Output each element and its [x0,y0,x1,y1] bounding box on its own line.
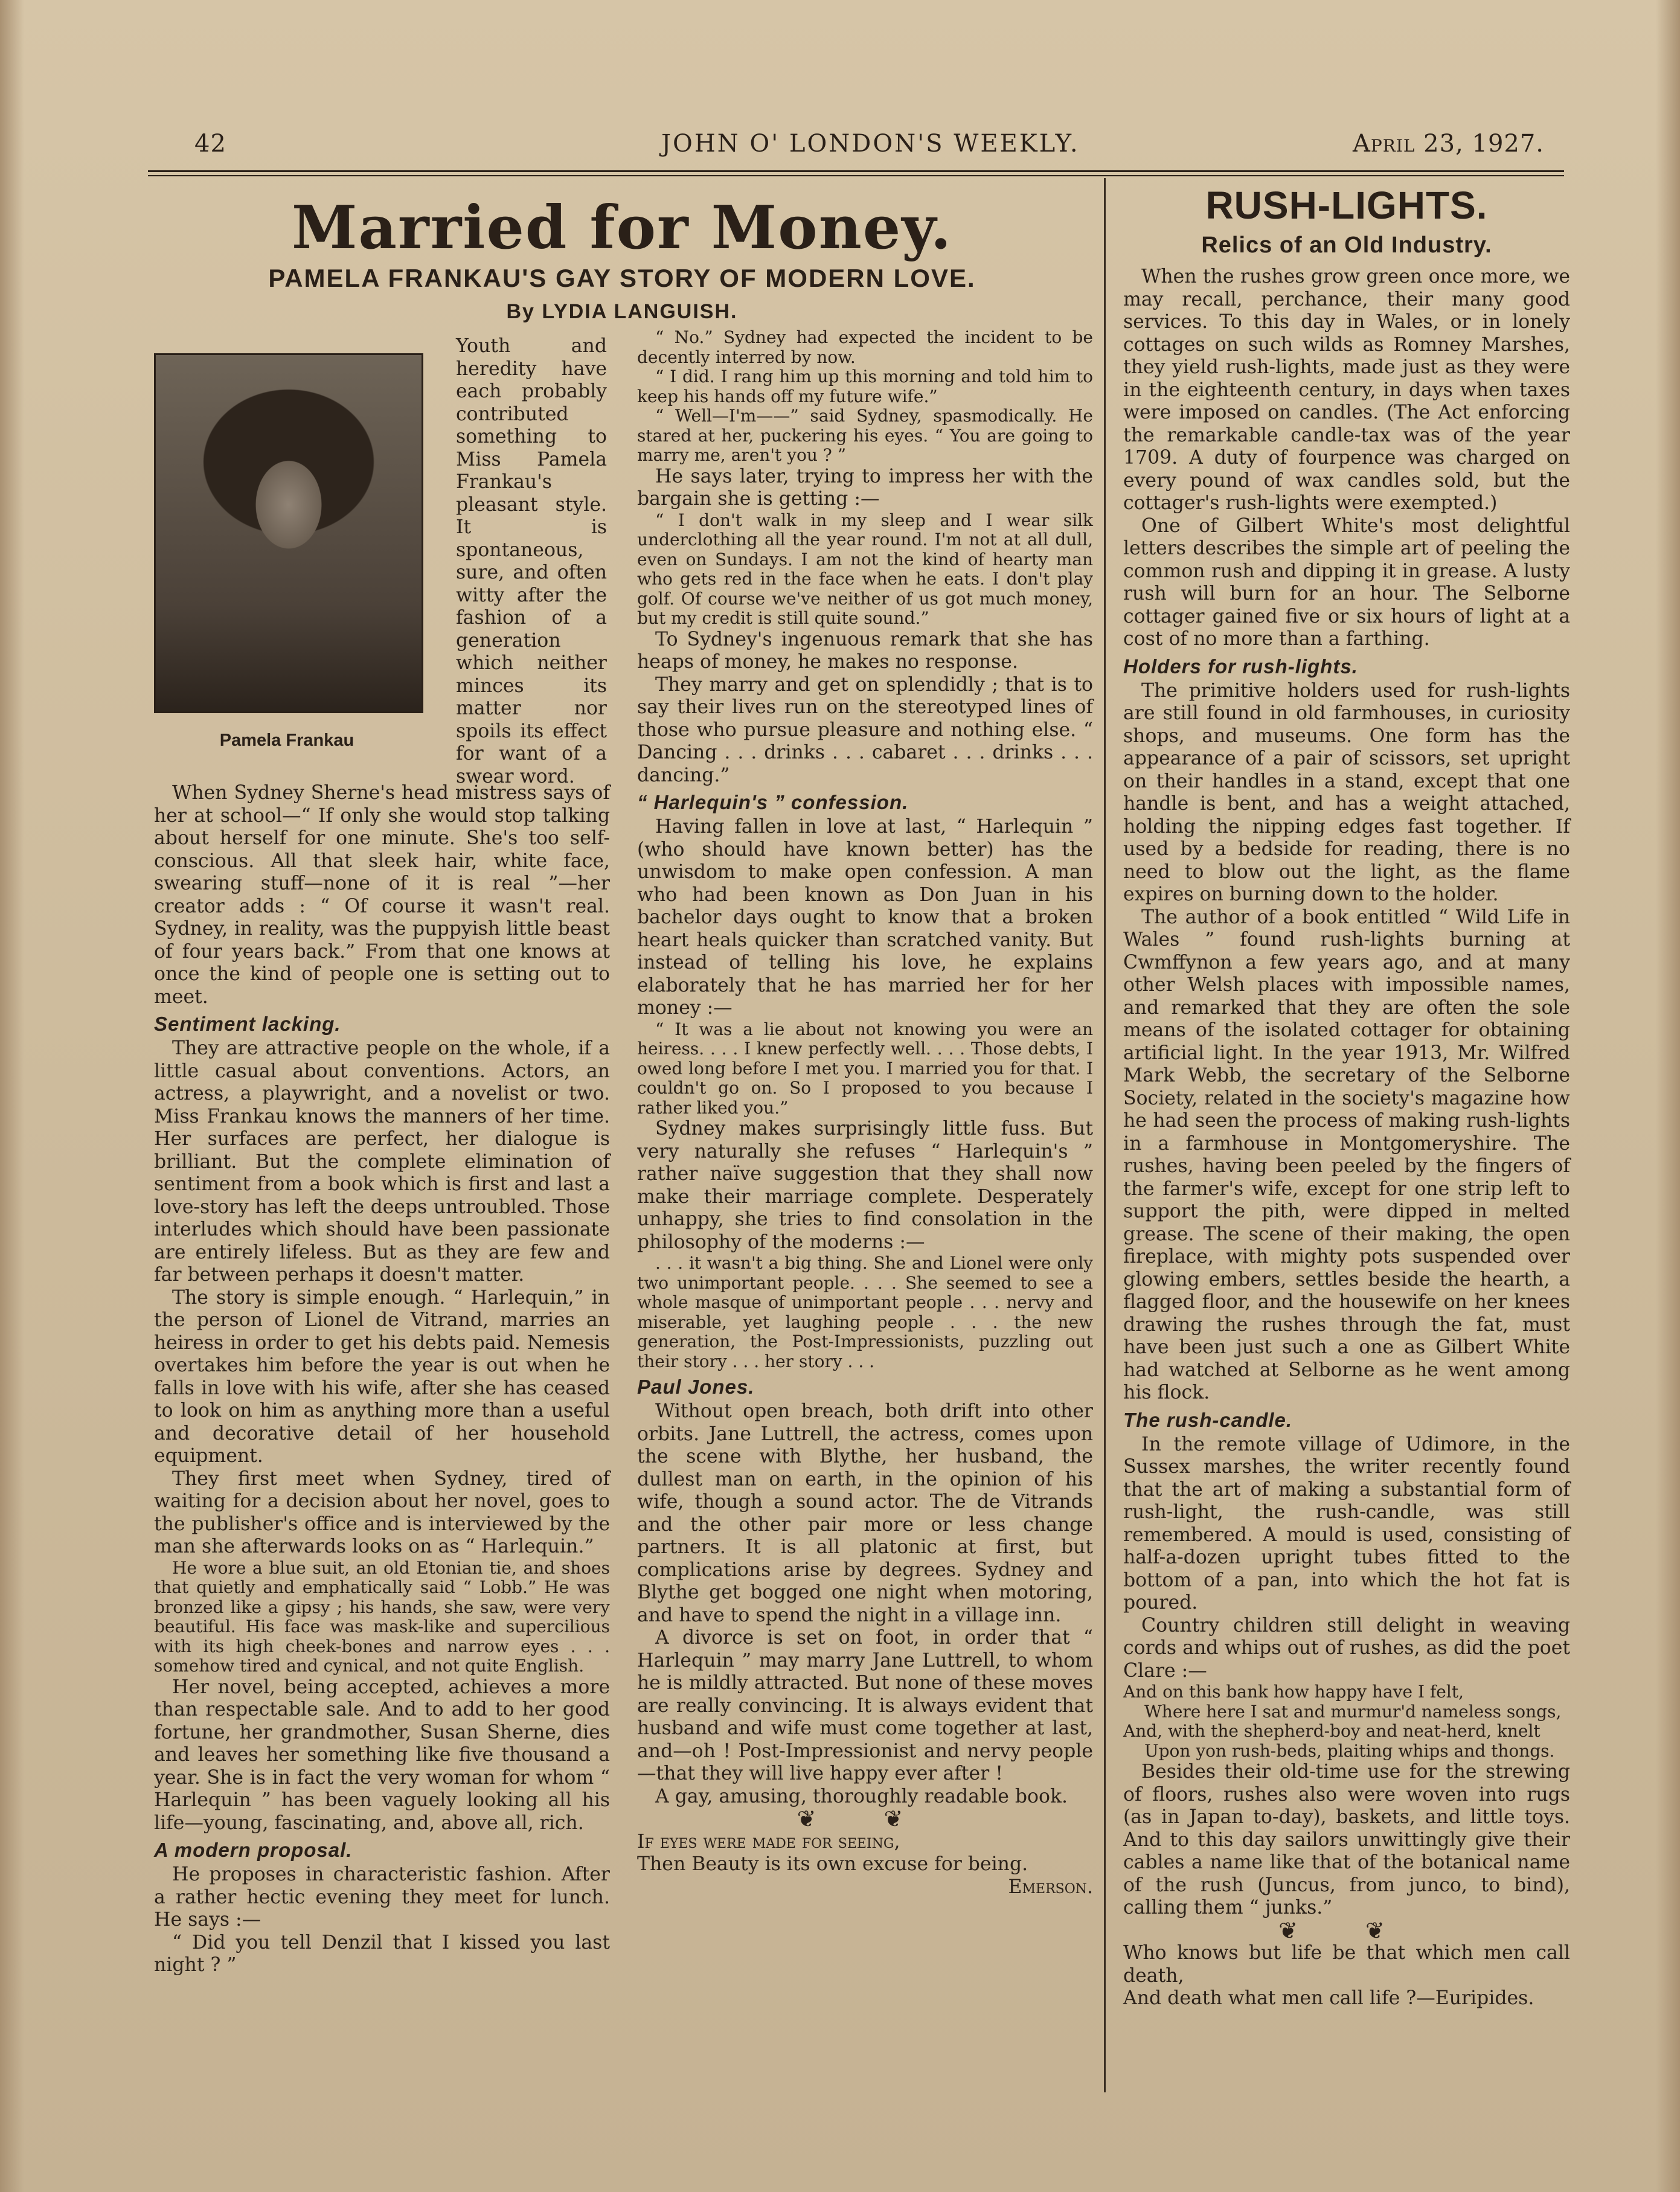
fleuron-ornament: ❦ ❦ [1278,1917,1415,1944]
article-byline: By LYDIA LANGUISH. [506,300,738,323]
quoted-excerpt: He wore a blue suit, an old Etonian tie, and shoes that quietly and emphatically said “ Lobb.” He was bronzed like a gipsy ; his hands, she saw, were very beautiful. His face was mask-like and supercilious with its high cheek-bones and narrow eyes . . . somehow tired and cynical, and not quite English. [154,1557,610,1676]
article-headline: Married for Money. [292,193,952,263]
page-number: 42 [194,130,226,158]
column-divider [1104,178,1106,2092]
section-heading: Holders for rush-lights. [1123,655,1358,678]
section-heading: A modern proposal. [154,1839,353,1861]
paragraph: Without open breach, both drift into other orbits. Jane Luttrell, the actress, comes upon the scene with Blythe, her husband, the dullest man on earth, in the opinion of his wife, though a sound actor. The de Vitrands and the other pair more or less change partners. It is all platonic at first, but complications arise by degrees. Sydney and Blythe get bogged one night when motoring, and have to spend the night in a village inn. [637,1400,1093,1626]
header-rule [148,170,1564,172]
quoted-excerpt: “ It was a lie about not knowing you were an heiress. . . . I knew perfectly well. . . . Those debts, I owed long before I met you. I married you for that. I couldn't go on. So I proposed to you because I rather liked you.” [637,1019,1093,1118]
publication-title: JOHN O' LONDON'S WEEKLY. [661,130,1080,158]
dialogue-line: “ Well—I'm——” said Sydney, spasmodically. He stared at her, puckering his eyes. “ You are going to marry me, aren't you ? ” [637,406,1093,465]
paragraph: The primitive holders used for rush-lights are still found in old farmhouses, in curiosity shops, and museums. One form has the appearance of a pair of scissors, set upright on their handles in a stand, except that one handle is bent, and has a weight attached, holding the nipping edges fast together. If used by a bedside for reading, there is no need to blow out the light, as the flame expires on burning down to the holder. [1123,679,1570,905]
quoted-excerpt: “ I don't walk in my sleep and I wear silk underclothing all the year round. I'm not at all dull, even on Sundays. I am not the kind of hearty man who gets red in the face when he eats. I don't play golf. Of course we've neither of us got much money, but my credit is still quite sound.” [637,510,1093,628]
issue-date: April 23, 1927. [1353,130,1545,158]
paragraph: He says later, trying to impress her with the bargain she is getting :— [637,465,1093,510]
paragraph: Her novel, being accepted, achieves a more than respectable sale. And to add to her good fortune, her grandmother, Susan Sherne, dies and leaves her something like five thousand a year. She is in fact the very woman for whom “ Harlequin ” has been vaguely looking all his life—young, fascinating, and, above all, rich. [154,1676,610,1834]
paragraph: They first meet when Sydney, tired of waiting for a decision about her novel, goes to the publisher's office and is interviewed by the man she afterwards looks on as “ Harlequin.” [154,1467,610,1557]
fleuron-ornament: ❦ ❦ [797,1806,934,1832]
paragraph: When Sydney Sherne's head mistress says of her at school—“ If only she would stop talking about herself for one minute. She's too self-conscious. All that sleek hair, white face, swearing stuff—none of it is real ”—her creator adds : “ Of course it wasn't real. Sydney, in reality, was the puppyish little beast of four years back.” From that one knows at once the kind of people one is setting out to meet. [154,782,610,1008]
poem-line: Upon yon rush-beds, plaiting whips and thongs. [1144,1740,1555,1761]
closing-quote-attribution: And death what men call life ?—Euripides. [1123,1987,1534,2009]
paragraph: Sydney makes surprisingly little fuss. But very naturally she refuses “ Harlequin's ” rather naïve suggestion that they shall now make their marriage complete. Desperately unhappy, she tries to find consolation in the philosophy of the moderns :— [637,1118,1093,1253]
paragraph: They marry and get on splendidly ; that is to say their lives run on the stereotyped lines of those who pursue pleasure and nothing else. “ Dancing . . . drinks . . . cabaret . . . drinks . . . dancing.” [637,673,1093,786]
paragraph: Country children still delight in weaving cords and whips out of rushes, as did the poet Clare :— [1123,1614,1570,1682]
section-heading: The rush-candle. [1123,1408,1293,1431]
paragraph: A divorce is set on foot, in order that “ Harlequin ” may marry Jane Luttrell, to whom he is mildly attracted. But none of these moves are really convincing. It is always evident that husband and wife must come together at last, and—oh ! Post-Impressionist and nervy people—that they will live happy ever after ! [637,1627,1093,1784]
page-edge-shadow [1656,0,1680,2192]
paragraph: One of Gilbert White's most delightful letters describes the simple art of peeling the common rush and dipping it in grease. A lusty rush will burn for an hour. The Selborne cottager gained five or six hours of light at a cost of no more than a farthing. [1123,514,1570,650]
intro-paragraph: Youth and heredity have each probably contributed something to Miss Pamela Frankau's pleasant style. It is spontaneous, sure, and often witty after the fashion of a generation which neither minces its matter nor spoils its effect for want of a swear word. [456,335,607,787]
section-heading: Sentiment lacking. [154,1013,341,1035]
paragraph: To Sydney's ingenuous remark that she has heaps of money, he makes no response. [637,628,1093,673]
dialogue-line: “ No.” Sydney had expected the incident to be decently interred by now. [637,327,1093,367]
right-column [1123,266,1570,2010]
paragraph: Having fallen in love at last, “ Harlequin ” (who should have known better) has the unwisdom to make open confession. A man who had been known as Don Juan in his bachelor days ought to know that a broken heart heals quicker than scratched vanity. But instead of telling his love, he explains elaborately that he has married her for her money :— [637,816,1093,1019]
quoted-excerpt: . . . it wasn't a big thing. She and Lionel were only two unimportant people. . . . She seemed to see a whole masque of unimportant people . . . nervy and miserable, yet laughing people . . . the new generation, the Post-Impressionists, puzzling out their story . . . her story . . . [637,1253,1093,1371]
epigraph-line: If eyes were made for seeing, [637,1830,900,1853]
paragraph: A gay, amusing, thoroughly readable book. [655,1785,1068,1807]
epigraph-line: Then Beauty is its own excuse for being. [637,1853,1028,1875]
paragraph: The author of a book entitled “ Wild Life in Wales ” found rush-lights burning at Cwmffynon a few years ago, and at many other Welsh places with impossible names, and remarked that they are often the sole means of the isolated cottager for obtaining artificial light. In the year 1913, Mr. Wilfred Mark Webb, the secretary of the Selborne Society, related in the society's magazine how he had seen the process of making rush-lights in a farmhouse in Montgomeryshire. The rushes, having been peeled by the fingers of the farmer's wife, except for one strip left to support the pith, were dipped in melted grease. The scene of their making, the open fireplace, with mighty pots suspended over glowing embers, settles beside the hearth, a flagged floor, and the housewife on her knees drawing the rushes through the fat, must have been just such a one as Gilbert White had watched at Selborne as he went among his flock. [1123,906,1570,1403]
paragraph: He proposes in characteristic fashion. After a rather hectic evening they meet for lunch. He says :— [154,1864,610,1931]
sidebar-subheadline: Relics of an Old Industry. [1201,232,1492,258]
paragraph: Besides their old-time use for the strewing of floors, rushes also were woven into rugs (as in Japan to-day), baskets, and little toys. And to this day sailors unwittingly give their cables a name like that of the botanical name of the rush (Juncus, from junco, to bind), calling them “ junks.” [1123,1761,1570,1918]
dialogue-line: “ Did you tell Denzil that I kissed you last night ? ” [154,1931,610,1976]
section-heading: Paul Jones. [637,1376,755,1398]
poem-line: And on this bank how happy have I felt, [1123,1682,1464,1702]
portrait-caption: Pamela Frankau [219,731,354,750]
sidebar-headline: RUSH-LIGHTS. [1205,184,1488,227]
epigraph-attribution: Emerson. [1008,1876,1093,1898]
paragraph: In the remote village of Udimore, in the Sussex marshes, the writer recently found that the art of making a substantial form of rush-light, the rush-candle, was still remembered. A mould is used, consisting of half-a-dozen upright tubes fitted to the bottom of a pan, into which the hot fat is poured. [1123,1433,1570,1614]
left-column [154,782,610,1977]
paragraph: When the rushes grow green once more, we may recall, perchance, their many good services. To this day in Wales, or in lonely cottages on such wilds as Romney Marshes, they yield rush-lights, made just as they were in the eighteenth century, in days when taxes were imposed on candles. (The Act enforcing the remarkable candle-tax was of the year 1709. A duty of fourpence was charged on every pound of wax candles sold, but the cottager's rush-lights were exempted.) [1123,266,1570,514]
page-edge-shadow [0,0,24,2192]
closing-quote: Who knows but life be that which men call death, [1123,1942,1570,1987]
header-rule-thin [148,175,1564,176]
article-subheadline: PAMELA FRANKAU'S GAY STORY OF MODERN LOVE. [268,264,976,292]
poem-line: Where here I sat and murmur'd nameless songs, [1144,1701,1562,1722]
author-portrait [154,353,423,713]
dialogue-line: “ I did. I rang him up this morning and told him to keep his hands off my future wife.” [637,367,1093,406]
middle-column [637,328,1093,1899]
poem-line: And, with the shepherd-boy and neat-herd, knelt [1123,1721,1541,1741]
poem-excerpt [1123,1682,1570,1761]
section-heading: “ Harlequin's ” confession. [637,791,909,813]
paragraph: The story is simple enough. “ Harlequin,” in the person of Lionel de Vitrand, marries an heiress in order to get his debts paid. Nemesis overtakes him before the year is out when he falls in love with his wife, after she has ceased to look on him as anything more than a useful and decorative detail of her household equipment. [154,1286,610,1467]
intro-column [456,335,607,788]
paragraph: They are attractive people on the whole, if a little casual about conventions. Actors, an actress, a playwright, and a novelist or two. Miss Frankau knows the manners of her time. Her surfaces are perfect, her dialogue is brilliant. But the complete elimination of sentiment from a book which is first and last a love-story has left the deeps untroubled. Those interludes which should have been passionate are entirely lifeless. But as they are few and far between perhaps it doesn't matter. [154,1037,610,1286]
